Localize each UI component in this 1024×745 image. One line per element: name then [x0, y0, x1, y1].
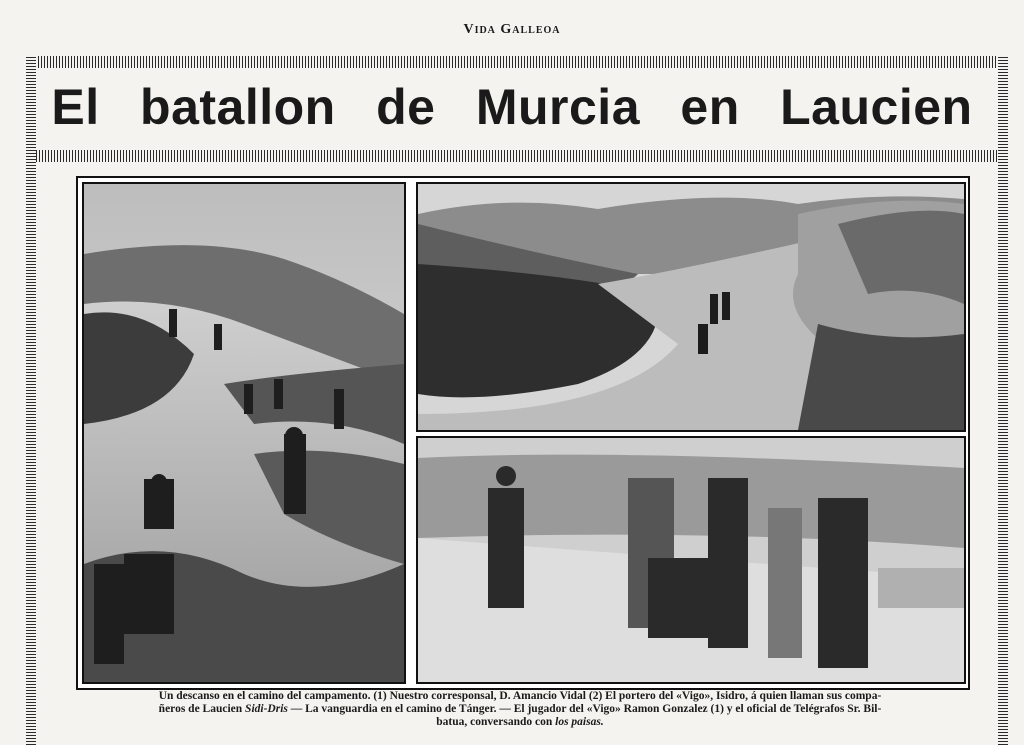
photo-caption [80, 690, 960, 729]
caption-line-3-italic: los paisas. [555, 716, 604, 728]
caption-line-2-italic: Sidi-Dris [245, 703, 288, 715]
caption-line-2b: — La vanguardia en el camino de Tánger. — El jugador del «Vigo» Ramon Gonzalez (1) y el oficial de Telégrafos Sr. Bil- [287, 703, 882, 715]
photo-top-right [416, 182, 966, 432]
caption-line-2a: ñeros de Laucien [158, 703, 246, 715]
photo-left [82, 182, 406, 684]
photo-top-right-image [418, 184, 964, 430]
frame-right-border [998, 56, 1008, 745]
frame-top-border [26, 56, 1008, 68]
photo-frame [76, 176, 970, 690]
headline-rule-bottom [36, 150, 998, 162]
running-head: Vida Galleoa [463, 22, 561, 37]
photo-bottom-right-image [418, 438, 964, 682]
frame-left-border [26, 56, 36, 745]
caption-line-3a: batua, conversando con [436, 716, 556, 728]
photo-left-image [84, 184, 404, 682]
headline: El batallon de Murcia en Laucien [51, 79, 973, 135]
caption-line-1: Un descanso en el camino del campamento. (1) Nuestro corresponsal, D. Amancio Vidal (2) El portero del «Vigo», Isidro, á quien llaman sus compa- [158, 690, 882, 702]
photo-bottom-right [416, 436, 966, 684]
